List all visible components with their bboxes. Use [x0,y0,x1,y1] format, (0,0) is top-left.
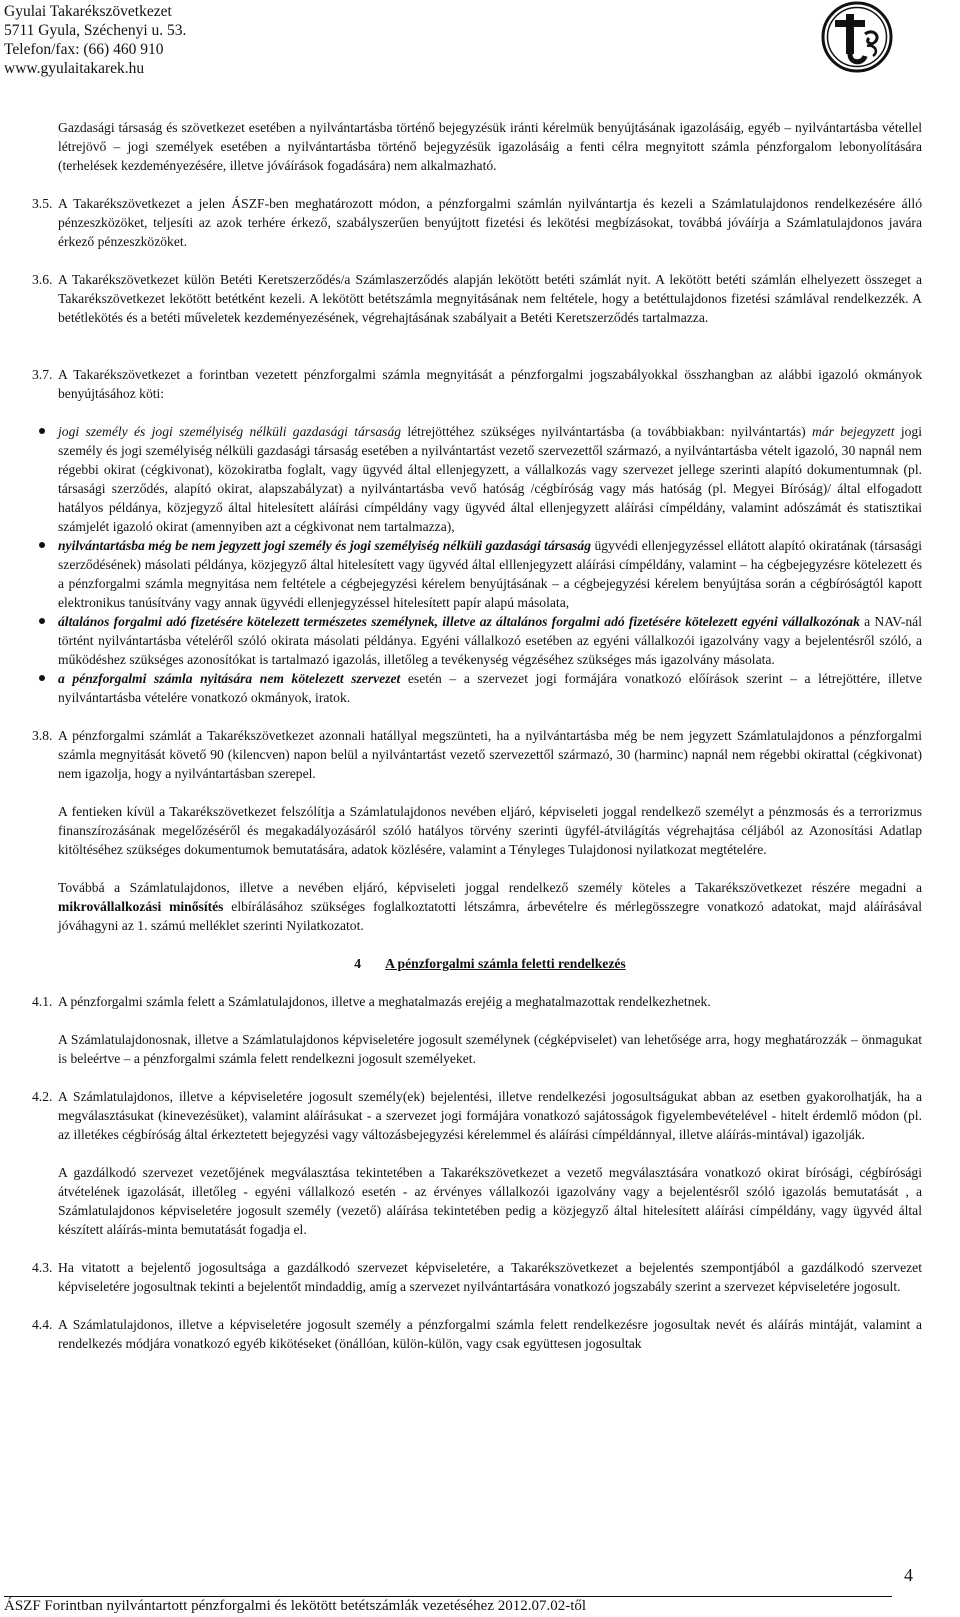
section-number: 4 [354,956,362,971]
intro-paragraph: Gazdasági társaság és szövetkezet esetében a nyilvántartásba történő bejegyzésük iránti kérelmük benyújtásának igazolásáig, egyéb – nyilvántartásba vétellel létrejövő – jogi személyek esetében a nyilvántartásba történő bejegyzésük igazolásáig a fenti célra megnyitott számla pénzforgalom lebonyolítására (terhelések kezdeményezésére, illetve jóváírások fogadására) nem alkalmazható. [58,120,922,173]
bullet-icon [39,618,45,624]
list-item [58,612,922,669]
list-item-emphasis: általános forgalmi adó fizetésére kötelezett természetes személynek, illetve az általános forgalmi adó fizetésére kötelezett egyéni vállalkozónak [58,614,860,629]
paragraph-4-1-representatives: A Számlatulajdonosnak, illetve a Számlatulajdonos képviseletére jogosult személynek (cégképviselet) van lehetősége arra, hogy meghatározzák – önmagukat is beleértve – a pénzforgalmi számla felett rendelkezni jogosult személyeket. [58,1032,922,1066]
list-item [58,422,922,536]
list-item-text: jogi személy és jogi személyiség nélküli gazdasági társaság esetében a nyilvántartást vezető szervezettől származó, a nyilvántartásba vételt igazoló, 30 napnál nem régebbi okirat (cégkivonat), közokiratba foglalt, vagy ügyvéd által ellenjegyzett, a vállalkozás vagy szervezet jellege szerinti alapító dokumentumnak (pl. társasági szerződés, alapító okirat, alapszabályzat) a nyilvántartásba vevő hatóság /cégbíróság vagy más hatóság (pl. Megyei Bíróság)/ által elfogadott hatályos példánya, közjegyző által hitelesített aláírási címpéldány vagy ügyvéd által ellenjegyzett aláírási címpéldány, valamint adószámát és statisztikai számjelét igazoló okirat (amennyiben azt a cégkivonat nem tartalmazza), [58,424,923,534]
page-footer: ÁSZF Forintban nyilvántartott pénzforgalmi és lekötött betétszámlák vezetéséhez 2012.07.02-től [4,1598,587,1614]
paragraph-3-7 [32,365,922,403]
list-item [58,669,922,707]
paragraph-text: A Takarékszövetkezet külön Betéti Keretszerződés/a Számlaszerződés alapján lekötött betéti számlát nyit. A lekötött betéti számlán elhelyezett összeget a Takarékszövetkezet lekötött betétként kezeli. A lekötött betétszámla megnyitásának nem feltétele, hogy a betéttulajdonos fizetési számlával rendelkezzék. A betétlekötés és a betéti műveletek kezdeményezésének, végrehajtásának szabályait a Betéti Keretszerződés tartalmazza. [58,272,922,325]
paragraph-number: 3.5. [32,196,53,211]
list-item-text: létrejöttéhez szükséges nyilvántartásba (a továbbiakban: nyilvántartás) [401,424,813,439]
paragraph-text: A Takarékszövetkezet a forintban vezetett pénzforgalmi számla megnyitását a pénzforgalmi jogszabályokkal összhangban az alábbi igazoló okmányok benyújtásához köti: [58,367,922,401]
paragraph-number: 3.8. [32,728,53,743]
paragraph-text: A pénzforgalmi számlát a Takarékszövetkezet azonnali hatállyal megszünteti, ha a nyilvántartásba még be nem jegyzett Számlatulajdonos a pénzforgalmi számla megnyitását követő 90 (kilencven) napon belül a nyilvántartást vezető szervezettől származó, 30 (harminc) napnál nem régebbi okirattal (cégkivonat) nem igazolja, hogy a nyilvántartásban szerepel. [58,728,922,781]
list-item-text: a NAV-nál történt nyilvántartásba vételéről szóló okirata másolati példánya. Egyéni vállalkozó esetében az egyéni vállalkozói igazolvány vagy a bejelentésről szóló, a működéshez szükséges azonosítókat is tartalmazó igazolás, illetőleg a tevékenység végzéséhez szükséges más igazolvány másolata. [58,614,922,667]
paragraph-text: A Számlatulajdonos, illetve a képviseletére jogosult személy(ek) bejelentési, illetve rendelkezési jogosultságukat abban az esetben gyakorolhatják, ha a megválasztásukat (kinevezésüket), valamint aláírásukat - a szervezet jogi formájára vonatkozó sajátosságok figyelembevételével - hitelt érdemlő módon (pl. az illetékes cégbíróság által érkeztetett bejegyzési vagy változásbejegyzési kérelemmel és aláírási címpéldánnyal, illetve aláírás-mintával) igazolják. [58,1089,922,1142]
paragraph-text: A Számlatulajdonos, illetve a képviseletére jogosult személy a pénzforgalmi számla felett rendelkezésre jogosultak nevét és aláírás mintáját, valamint a rendelkezés módjára vonatkozó egyéb kikötéseket (önállóan, külön-külön, vagy csak együttesen jogosultak [58,1317,922,1351]
list-item-emphasis: jogi személy és jogi személyiség nélküli gazdasági társaság [58,424,402,439]
bullet-icon [39,542,45,548]
bank-address: 5711 Gyula, Széchenyi u. 53. [4,22,187,39]
bank-website: www.gyulaitakarek.hu [4,60,145,77]
paragraph-4-3 [32,1258,922,1296]
section-heading [58,954,922,973]
paragraph-emphasis: mikrovállalkozási minősítés [58,899,224,914]
paragraph-4-4 [32,1315,922,1353]
paragraph-number: 3.7. [32,367,53,382]
paragraph-text: elbírálásához szükséges foglalkoztatotti létszámra, árbevételre és mérlegösszegre vonatkozó adatokat, majd aláírásával jóváhagyni az 1. számú melléklet szerinti Nyilatkozatot. [58,899,922,933]
list-item-text: ügyvédi ellenjegyzéssel ellátott alapító okiratának (társasági szerződésének) másolati példánya, közjegyző által hitelesített vagy ügyvéd által elllenjegyzett aláírási címpéldány, valamint – ha cégbejegyzésre kötelezett és a pénzforgalmi számla megnyitása nem feltétele a cégbejegyzési kérelem benyújtásának – a cégbejegyzési kérelem benyújtása során a cégbíróságtól kapott elektronikus tanúsítvány vagy annak ügyvédi ellenjegyzéssel hitelesített papír alapú másolata, [58,538,922,610]
document-list [58,422,922,707]
bank-phone: Telefon/fax: (66) 460 910 [4,41,164,58]
paragraph-4-2 [32,1087,922,1144]
paragraph-text: Továbbá a Számlatulajdonos, illetve a nevében eljáró, képviseleti joggal rendelkező személy köteles a Takarékszövetkezet részére megadni a [58,880,922,895]
section-title: A pénzforgalmi számla feletti rendelkezés [385,956,626,971]
paragraph-4-2-leader: A gazdálkodó szervezet vezetőjének megválasztása tekintetében a Takarékszövetkezet a vezető megválasztására vonatkozó okirat bírósági, cégbírósági átvételének igazolását, illetőleg - egyéni vállalkozó esetén - az érvényes vállalkozói igazolvány vagy a bejelentésről szóló igazolás bemutatását , a Számlatulajdonos képviseletére jogosult személy (vezető) aláírása tekintetében pedig a közjegyző által hitelesített aláírási címpéldány, vagy ügyvéd által készített aláírás-minta bemutatását fogadja el. [58,1165,922,1237]
paragraph-3-6 [32,270,922,327]
paragraph-text: A pénzforgalmi számla felett a Számlatulajdonos, illetve a meghatalmazás erejéig a meghatalmazottak rendelkezhetnek. [58,994,711,1009]
paragraph-3-5 [32,194,922,251]
paragraph-text: Ha vitatott a bejelentő jogosultsága a gazdálkodó szervezet képviseletére, a Takarékszövetkezet a bejelentés szempontjából a gazdálkodó szervezet képviseletére jogosultnak tekinti a bejelentőt mindaddig, amíg a szervezet nyilvántartására vonatkozó jogszabály szerint a szervezet képviseletére jogosult. [58,1260,922,1294]
paragraph-4-1 [32,992,922,1011]
bullet-icon [39,675,45,681]
document-body [32,118,923,1353]
paragraph-number: 4.4. [32,1317,53,1332]
list-item [58,536,922,612]
paragraph-number: 3.6. [32,272,53,287]
paragraph-3-8 [32,726,922,783]
list-item-text: esetén – a szervezet jogi formájára vonatkozó előírások szerint – a létrejöttére, illetve nyilvántartásba vételére vonatkozó okmányok, iratok. [58,671,922,705]
paragraph-3-8-micro-enterprise [58,878,922,935]
footer-divider [4,1596,892,1597]
savings-cooperative-logo-icon [821,0,893,74]
paragraph-number: 4.1. [32,994,53,1009]
list-item-emphasis: a pénzforgalmi számla nyitására nem kötelezett szervezet [58,671,401,686]
paragraph-number: 4.3. [32,1260,53,1275]
letterhead [4,2,186,78]
bullet-icon [39,428,45,434]
paragraph-3-8-identification: A fentieken kívül a Takarékszövetkezet felszólítja a Számlatulajdonos nevében eljáró, képviseleti joggal rendelkező személyt a pénzmosás és a terrorizmus finanszírozásának megelőzéséről és megakadályozásáról szóló hatályos törvény szerinti ügyfél-átvilágítás végrehajtása céljából az Azonosítási Adatlap kitöltéséhez szükséges dokumentumok bemutatására, adatok közlésére, valamint a Tényleges Tulajdonosi nyilatkozat megtételére. [58,804,922,857]
bank-name: Gyulai Takarékszövetkezet [4,3,172,20]
paragraph-text: A Takarékszövetkezet a jelen ÁSZF-ben meghatározott módon, a pénzforgalmi számlán nyilvántartja és kezeli a Számlatulajdonos rendelkezésére álló pénzeszközöket, teljesíti az azok terhére érkező, szabályszerűen benyújtott fizetési és lekötési megbízásokat, továbbá jóváírja a Számlatulajdonos javára érkező pénzeszközöket. [58,196,922,249]
page-number: 4 [904,1565,913,1585]
list-item-emphasis: nyilvántartásba még be nem jegyzett jogi személy és jogi személyiség nélküli gazdasági társaság [58,538,592,553]
list-item-emphasis: már bejegyzett [812,424,895,439]
paragraph-number: 4.2. [32,1089,53,1104]
